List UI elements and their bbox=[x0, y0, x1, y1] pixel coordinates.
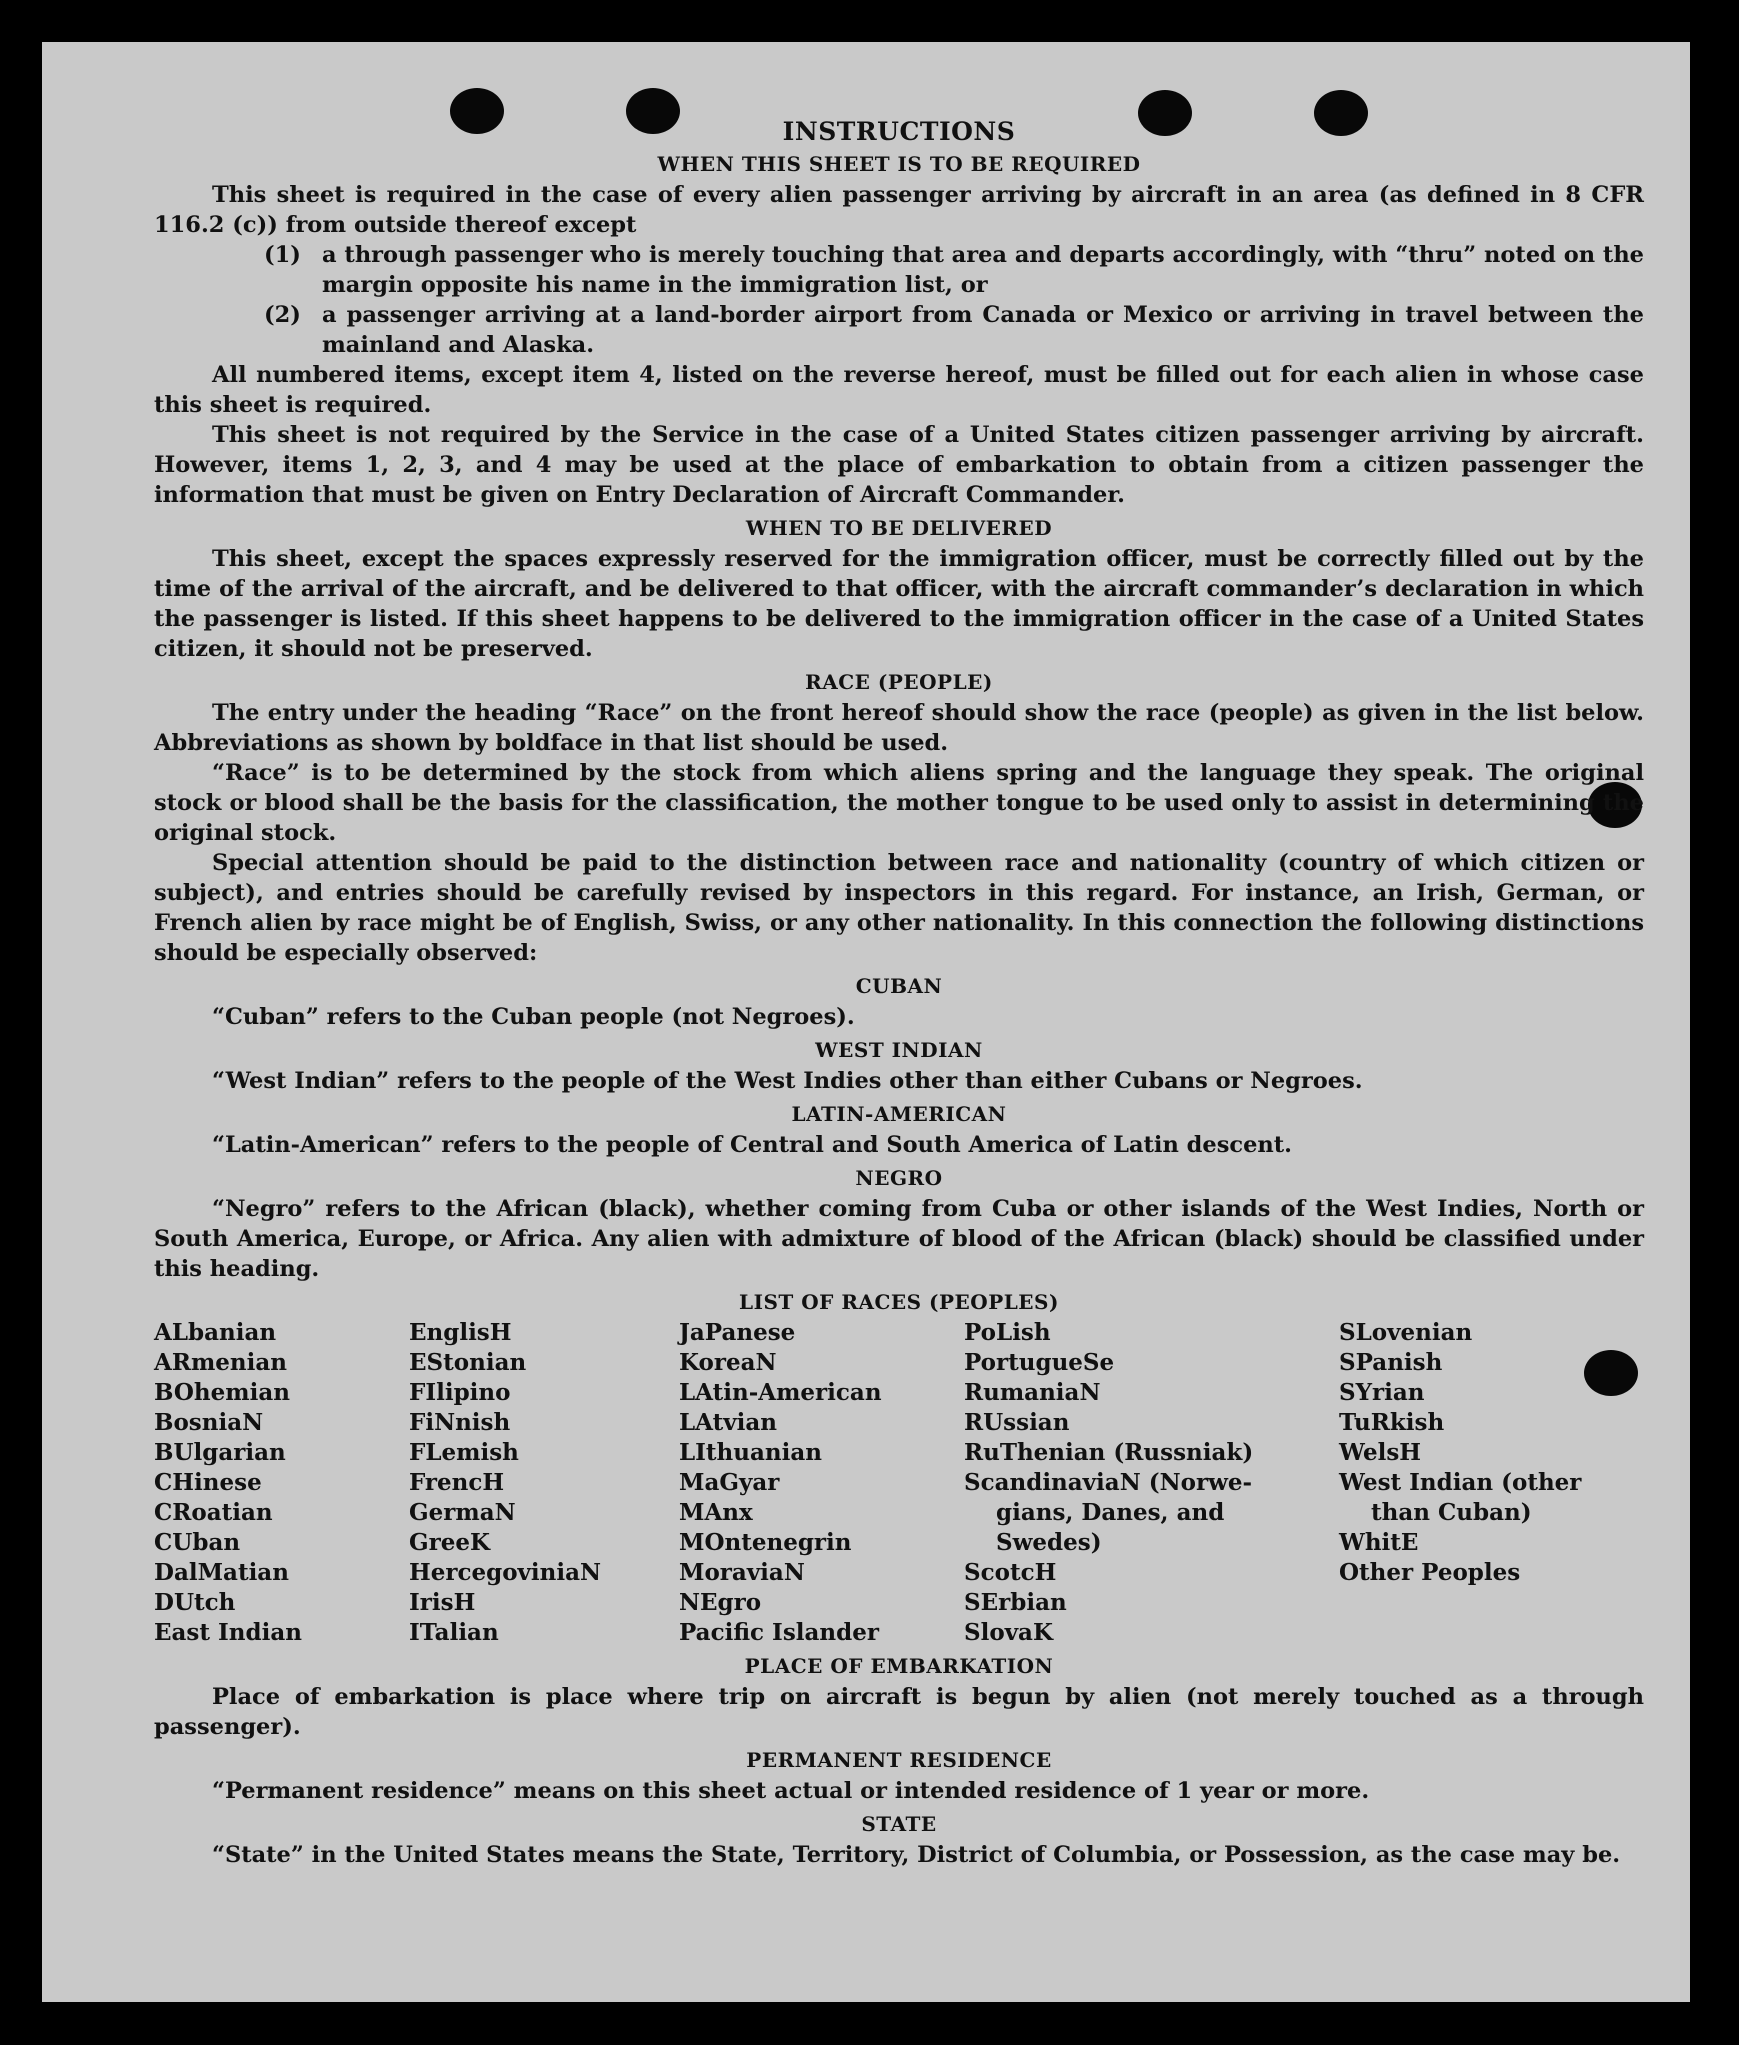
paragraph: Place of embarkation is place where trip on aircraft is begun by alien (not merely touched as a through passenger). bbox=[154, 1684, 1644, 1740]
heading-residence: PERMANENT RESIDENCE bbox=[746, 1748, 1052, 1772]
race-entry: FrencH bbox=[409, 1469, 505, 1496]
race-entry: MaGyar bbox=[679, 1469, 780, 1496]
race-entry: LAtin-American bbox=[679, 1379, 882, 1406]
races-column bbox=[964, 1318, 1339, 1648]
race-entry: PortugueSe bbox=[964, 1349, 1115, 1376]
race-entry: NEgro bbox=[679, 1589, 762, 1616]
race-entry: ARmenian bbox=[154, 1349, 288, 1376]
paragraph: This sheet is not required by the Service in the case of a United States citizen passenger arriving by aircraft. However, items 1, 2, 3, and 4 may be used at the place of embarkation to obtain from a citizen passenger the information that must be given on Entry Declaration of Aircraft Commander. bbox=[154, 422, 1644, 508]
race-entry: SYrian bbox=[1339, 1379, 1425, 1406]
race-entry: CUban bbox=[154, 1529, 241, 1556]
heading-embarkation: PLACE OF EMBARKATION bbox=[744, 1654, 1054, 1678]
race-entry: LIthuanian bbox=[679, 1439, 822, 1466]
race-entry: Pacific Islander bbox=[679, 1619, 879, 1646]
page-title: INSTRUCTIONS bbox=[782, 117, 1016, 146]
heading-race: RACE (PEOPLE) bbox=[805, 670, 993, 694]
race-entry: Swedes) bbox=[996, 1529, 1102, 1556]
race-entry: SPanish bbox=[1339, 1349, 1443, 1376]
race-entry: MAnx bbox=[679, 1499, 753, 1526]
paragraph: This sheet is required in the case of every alien passenger arriving by aircraft in an area (as defined in 8 CFR 116.2 (c)) from outside thereof except bbox=[154, 182, 1644, 238]
races-column bbox=[154, 1318, 409, 1648]
paragraph: “Race” is to be determined by the stock from which aliens spring and the language they speak. The original stock or blood shall be the basis for the classification, the mother tongue to be used only to assist in determining the original stock. bbox=[154, 760, 1644, 846]
race-entry: FLemish bbox=[409, 1439, 519, 1466]
race-entry: ScandinaviaN (Norwe- bbox=[964, 1469, 1253, 1496]
race-entry: BOhemian bbox=[154, 1379, 290, 1406]
heading-west-indian: WEST INDIAN bbox=[815, 1038, 983, 1062]
race-entry: FiNnish bbox=[409, 1409, 511, 1436]
races-column bbox=[679, 1318, 964, 1648]
heading-negro: NEGRO bbox=[855, 1166, 943, 1190]
race-entry: SErbian bbox=[964, 1589, 1067, 1616]
heading-list-of-races: LIST OF RACES (PEOPLES) bbox=[739, 1290, 1059, 1314]
race-entry: ScotcH bbox=[964, 1559, 1057, 1586]
race-entry: EStonian bbox=[409, 1349, 527, 1376]
race-entry: BosniaN bbox=[154, 1409, 264, 1436]
race-entry: GermaN bbox=[409, 1499, 516, 1526]
paragraph: “Negro” refers to the African (black), whether coming from Cuba or other islands of the West Indies, North or South America, Europe, or Africa. Any alien with admixture of blood of the African (black) should be classified under this heading. bbox=[154, 1196, 1644, 1282]
race-entry: gians, Danes, and bbox=[996, 1499, 1225, 1526]
race-entry: RUssian bbox=[964, 1409, 1070, 1436]
instructions-text bbox=[154, 117, 1644, 1870]
race-entry: MOntenegrin bbox=[679, 1529, 852, 1556]
race-entry: CHinese bbox=[154, 1469, 262, 1496]
race-entry: RumaniaN bbox=[964, 1379, 1101, 1406]
race-entry: CRoatian bbox=[154, 1499, 273, 1526]
race-entry: IrisH bbox=[409, 1589, 476, 1616]
race-entry: WelsH bbox=[1339, 1439, 1422, 1466]
race-entry: ALbanian bbox=[154, 1319, 277, 1346]
paragraph: This sheet, except the spaces expressly reserved for the immigration officer, must be correctly filled out by the time of the arrival of the aircraft, and be delivered to that officer, with the aircraft commander’s declaration in which the passenger is listed. If this sheet happens to be delivered to the immigration officer in the case of a United States citizen, it should not be preserved. bbox=[154, 546, 1644, 662]
race-entry: FIlipino bbox=[409, 1379, 511, 1406]
race-entry: DUtch bbox=[154, 1589, 236, 1616]
heading-state: STATE bbox=[861, 1812, 937, 1836]
race-entry: West Indian (other bbox=[1339, 1469, 1582, 1496]
race-entry: Other Peoples bbox=[1339, 1559, 1521, 1586]
race-entry: SLovenian bbox=[1339, 1319, 1473, 1346]
races-list bbox=[154, 1318, 1644, 1648]
paragraph: All numbered items, except item 4, listed on the reverse hereof, must be filled out for each alien in whose case this sheet is required. bbox=[154, 362, 1644, 418]
race-entry: KoreaN bbox=[679, 1349, 777, 1376]
heading-cuban: CUBAN bbox=[855, 974, 943, 998]
list-item: (2) a passenger arriving at a land-border airport from Canada or Mexico or arriving in travel between the mainland and Alaska. bbox=[264, 302, 1644, 358]
race-entry: BUlgarian bbox=[154, 1439, 286, 1466]
race-entry: East Indian bbox=[154, 1619, 302, 1646]
list-item: (1) a through passenger who is merely touching that area and departs accordingly, with “thru” noted on the margin opposite his name in the immigration list, or bbox=[264, 242, 1644, 298]
race-entry: LAtvian bbox=[679, 1409, 777, 1436]
races-column bbox=[1339, 1318, 1644, 1648]
race-entry: ITalian bbox=[409, 1619, 499, 1646]
paragraph: “West Indian” refers to the people of the West Indies other than either Cubans or Negroes. bbox=[212, 1068, 1363, 1094]
races-column bbox=[409, 1318, 679, 1648]
race-entry: HercegoviniaN bbox=[409, 1559, 602, 1586]
paragraph: “Cuban” refers to the Cuban people (not Negroes). bbox=[212, 1004, 855, 1030]
heading-when-delivered: WHEN TO BE DELIVERED bbox=[745, 516, 1053, 540]
race-entry: PoLish bbox=[964, 1319, 1051, 1346]
race-entry: WhitE bbox=[1339, 1529, 1419, 1556]
paragraph: “Permanent residence” means on this sheet actual or intended residence of 1 year or more. bbox=[212, 1778, 1370, 1804]
race-entry: RuThenian (Russniak) bbox=[964, 1439, 1254, 1466]
race-entry: than Cuban) bbox=[1371, 1499, 1532, 1526]
race-entry: TuRkish bbox=[1339, 1409, 1445, 1436]
race-entry: GreeK bbox=[409, 1529, 491, 1556]
race-entry: JaPanese bbox=[679, 1319, 796, 1346]
paragraph: Special attention should be paid to the distinction between race and nationality (country of which citizen or subject), and entries should be carefully revised by inspectors in this regard. For instance, an Irish, German, or French alien by race might be of English, Swiss, or any other nationality. In this connection the following distinctions should be especially observed: bbox=[154, 850, 1644, 966]
document-page bbox=[42, 42, 1690, 2002]
paragraph: “Latin-American” refers to the people of Central and South America of Latin descent. bbox=[212, 1132, 1292, 1158]
race-entry: MoraviaN bbox=[679, 1559, 805, 1586]
paragraph: The entry under the heading “Race” on the front hereof should show the race (people) as given in the list below. Abbreviations as shown by boldface in that list should be used. bbox=[154, 700, 1644, 756]
race-entry: EnglisH bbox=[409, 1319, 512, 1346]
heading-when-required: WHEN THIS SHEET IS TO BE REQUIRED bbox=[657, 152, 1141, 176]
race-entry: SlovaK bbox=[964, 1619, 1053, 1646]
race-entry: DalMatian bbox=[154, 1559, 289, 1586]
paragraph: “State” in the United States means the State, Territory, District of Columbia, or Possession, as the case may be. bbox=[212, 1842, 1621, 1868]
heading-latin-american: LATIN-AMERICAN bbox=[791, 1102, 1007, 1126]
